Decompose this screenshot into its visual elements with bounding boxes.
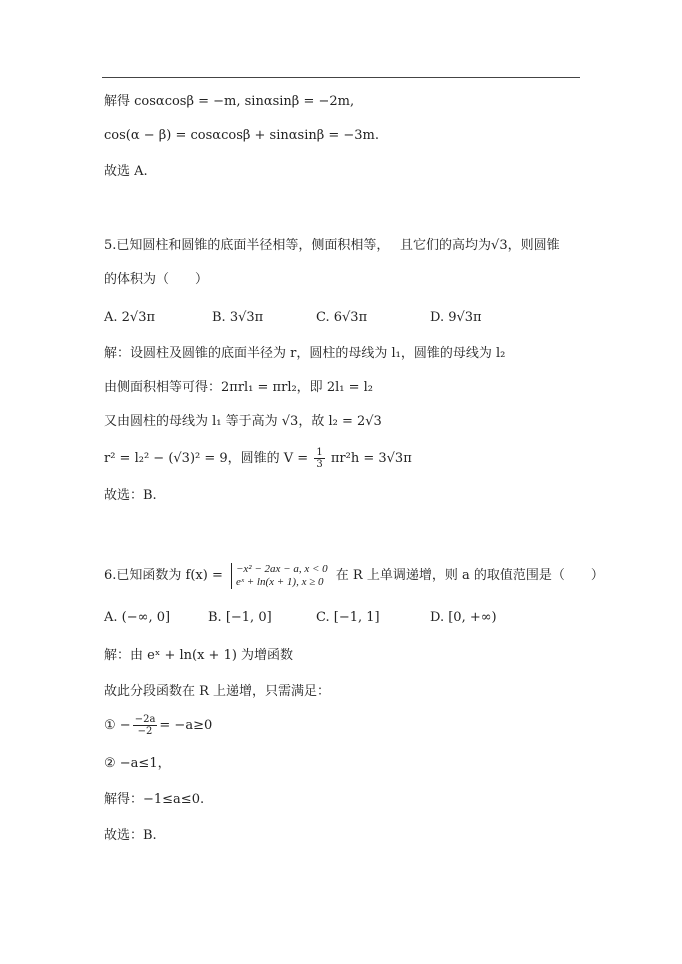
q6-condition-1-post: = −a≥0 <box>159 718 213 733</box>
prev-answer: 故选 A. <box>104 164 148 179</box>
q5-solution-line-4 <box>104 447 412 470</box>
q6-solution-line-1: 解：由 eˣ + ln(x + 1) 为增函数 <box>104 648 294 663</box>
q6-stem <box>104 561 604 591</box>
q6-piece-bottom: eˣ + ln(x + 1), x ≥ 0 <box>236 575 324 588</box>
q6-piece-top: −x² − 2ax − a, x < 0 <box>236 562 328 575</box>
q6-cond1-denominator: −2 <box>137 726 153 737</box>
q6-option-b: B. [−1, 0] <box>208 610 272 625</box>
q6-answer: 故选：B. <box>104 828 157 843</box>
q6-condition-1-fraction <box>133 714 158 737</box>
q5-option-a: A. 2√3π <box>104 310 156 325</box>
q6-option-a: A. (−∞, 0] <box>104 610 171 625</box>
q6-result: 解得：−1≤a≤0. <box>104 792 205 807</box>
q5-volume-text-a: r² = l₂² − (√3)² = 9，圆锥的 V = <box>104 451 309 466</box>
q5-option-d: D. 9√3π <box>430 310 482 325</box>
q5-fraction-denominator: 3 <box>316 459 323 470</box>
q5-volume-fraction <box>314 447 324 470</box>
q5-option-b: B. 3√3π <box>212 310 264 325</box>
prev-solution-line-2: cos(α − β) = cosαcosβ + sinαsinβ = −3m. <box>104 128 380 143</box>
q5-solution-line-2: 由侧面积相等可得：2πrl₁ = πrl₂，即 2l₁ = l₂ <box>104 380 373 395</box>
q5-stem-line-2: 的体积为（ ） <box>104 272 209 287</box>
q6-solution-line-2: 故此分段函数在 R 上递增，只需满足： <box>104 684 331 699</box>
q6-option-c: C. [−1, 1] <box>316 610 380 625</box>
q6-condition-1-pre: − <box>119 718 131 733</box>
header-rule <box>102 77 580 78</box>
q6-condition-1-mark: ① <box>104 718 116 733</box>
q5-fraction-numerator: 1 <box>316 447 323 458</box>
q6-stem-pre: 6.已知函数为 f(x) = <box>104 568 223 583</box>
prev-solution-line-1: 解得 cosαcosβ = −m, sinαsinβ = −2m, <box>104 94 355 109</box>
q5-volume-text-b: πr²h = 3√3π <box>330 451 412 466</box>
q6-option-d: D. [0, +∞) <box>430 610 497 625</box>
q6-condition-1 <box>104 713 212 739</box>
q5-solution-line-3: 又由圆柱的母线为 l₁ 等于高为 √3，故 l₂ = 2√3 <box>104 414 382 429</box>
q5-answer: 故选：B. <box>104 488 157 503</box>
q6-cond1-numerator: −2a <box>134 714 156 725</box>
q6-stem-post: 在 R 上单调递增，则 a 的取值范围是（ ） <box>335 568 604 583</box>
q5-solution-line-1: 解：设圆柱及圆锥的底面半径为 r，圆柱的母线为 l₁，圆锥的母线为 l₂ <box>104 346 506 361</box>
q6-condition-2: ② −a≤1， <box>104 756 171 771</box>
q5-option-c: C. 6√3π <box>316 310 368 325</box>
q6-piecewise-function <box>231 563 328 589</box>
q5-stem-line-1: 5.已知圆柱和圆锥的底面半径相等，侧面积相等， 且它们的高均为√3，则圆锥 <box>104 238 560 253</box>
